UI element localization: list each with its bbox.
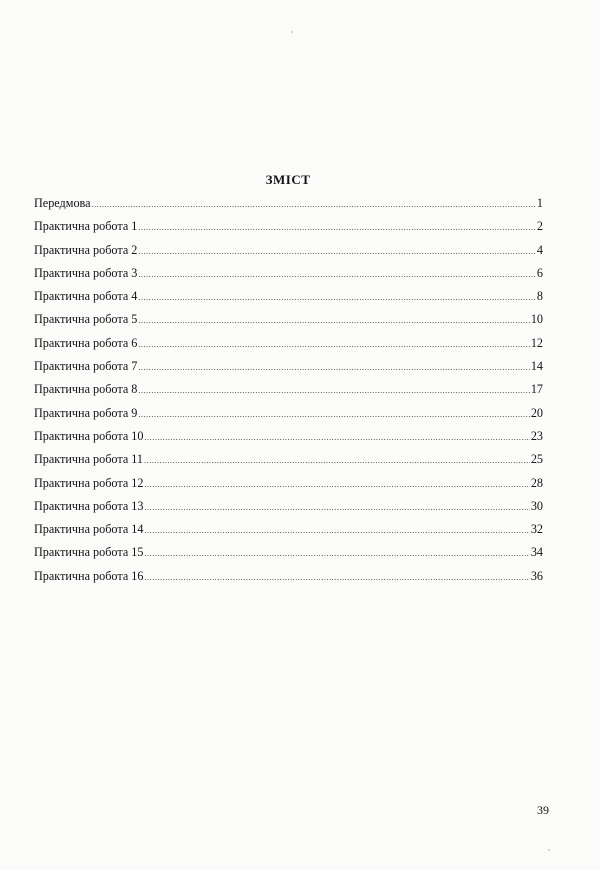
dot-leader (144, 454, 530, 468)
toc-entry (34, 312, 543, 335)
dot-leader (144, 547, 529, 561)
toc-entry-page: 14 (530, 359, 543, 374)
toc-entry-label: Практична робота 2 (34, 242, 138, 257)
toc-entry (34, 243, 543, 266)
scan-speck (291, 31, 293, 33)
dot-leader (92, 198, 536, 212)
toc-entry (34, 452, 543, 475)
toc-entry-label: Практична робота 7 (34, 359, 138, 374)
toc-entry (34, 219, 543, 242)
dot-leader (138, 245, 536, 259)
toc-entry-page: 8 (536, 289, 543, 304)
toc-entry-label: Практична робота 3 (34, 265, 138, 280)
toc-entry-label: Практична робота 14 (34, 522, 144, 537)
toc-entry-label: Практична робота 15 (34, 545, 144, 560)
toc-entry-label: Практична робота 8 (34, 382, 138, 397)
toc-entry-label: Практична робота 16 (34, 568, 144, 583)
dot-leader (138, 314, 529, 328)
toc-entry-page: 4 (536, 242, 543, 257)
toc-entry-label: Практична робота 6 (34, 335, 138, 350)
dot-leader (144, 571, 529, 585)
toc-entry-page: 23 (530, 428, 543, 443)
toc-entry-page: 6 (536, 265, 543, 280)
dot-leader (138, 361, 529, 375)
toc-entry (34, 569, 543, 592)
toc-entry (34, 429, 543, 452)
dot-leader (144, 431, 529, 445)
dot-leader (144, 478, 529, 492)
toc-entry-page: 28 (530, 475, 543, 490)
dot-leader (138, 268, 536, 282)
toc-entry-page: 2 (536, 219, 543, 234)
toc-entry (34, 545, 543, 568)
toc-entry (34, 476, 543, 499)
toc-entry-label: Практична робота 13 (34, 498, 144, 513)
toc-entry (34, 289, 543, 312)
toc-entry (34, 266, 543, 289)
toc-entry-label: Передмова (34, 196, 91, 210)
toc-entry-page: 1 (536, 196, 543, 210)
toc-entry-page: 25 (530, 452, 543, 467)
toc-entry (34, 382, 543, 405)
toc-entry (34, 499, 543, 522)
toc-entry (34, 359, 543, 382)
toc-entry-page: 34 (530, 545, 543, 560)
toc-entry (34, 196, 543, 219)
toc-entry-label: Практична робота 12 (34, 475, 144, 490)
dot-leader (144, 524, 529, 538)
toc-entry-page: 20 (530, 405, 543, 420)
toc-entry-page: 17 (530, 382, 543, 397)
dot-leader (138, 338, 529, 352)
dot-leader (138, 291, 536, 305)
toc-entry (34, 336, 543, 359)
dot-leader (138, 384, 529, 398)
toc-entry-label: Практична робота 5 (34, 312, 138, 327)
dot-leader (138, 221, 536, 235)
page-number: 39 (537, 803, 549, 817)
toc-entry-page: 32 (530, 522, 543, 537)
dot-leader (144, 501, 529, 515)
dot-leader (138, 408, 529, 422)
toc-entry (34, 522, 543, 545)
toc-entry (34, 406, 543, 429)
toc-entry-label: Практична робота 4 (34, 289, 138, 304)
toc-entry-page: 10 (530, 312, 543, 327)
toc-entry-label: Практична робота 9 (34, 405, 138, 420)
table-of-contents (34, 196, 543, 592)
toc-entry-page: 12 (530, 335, 543, 350)
toc-title: ЗМІСТ (265, 172, 311, 187)
toc-entry-page: 30 (530, 498, 543, 513)
toc-entry-page: 36 (530, 568, 543, 583)
toc-entry-label: Практична робота 11 (34, 452, 144, 467)
scan-speck (548, 849, 550, 851)
toc-entry-label: Практична робота 10 (34, 428, 144, 443)
toc-entry-label: Практична робота 1 (34, 219, 138, 234)
